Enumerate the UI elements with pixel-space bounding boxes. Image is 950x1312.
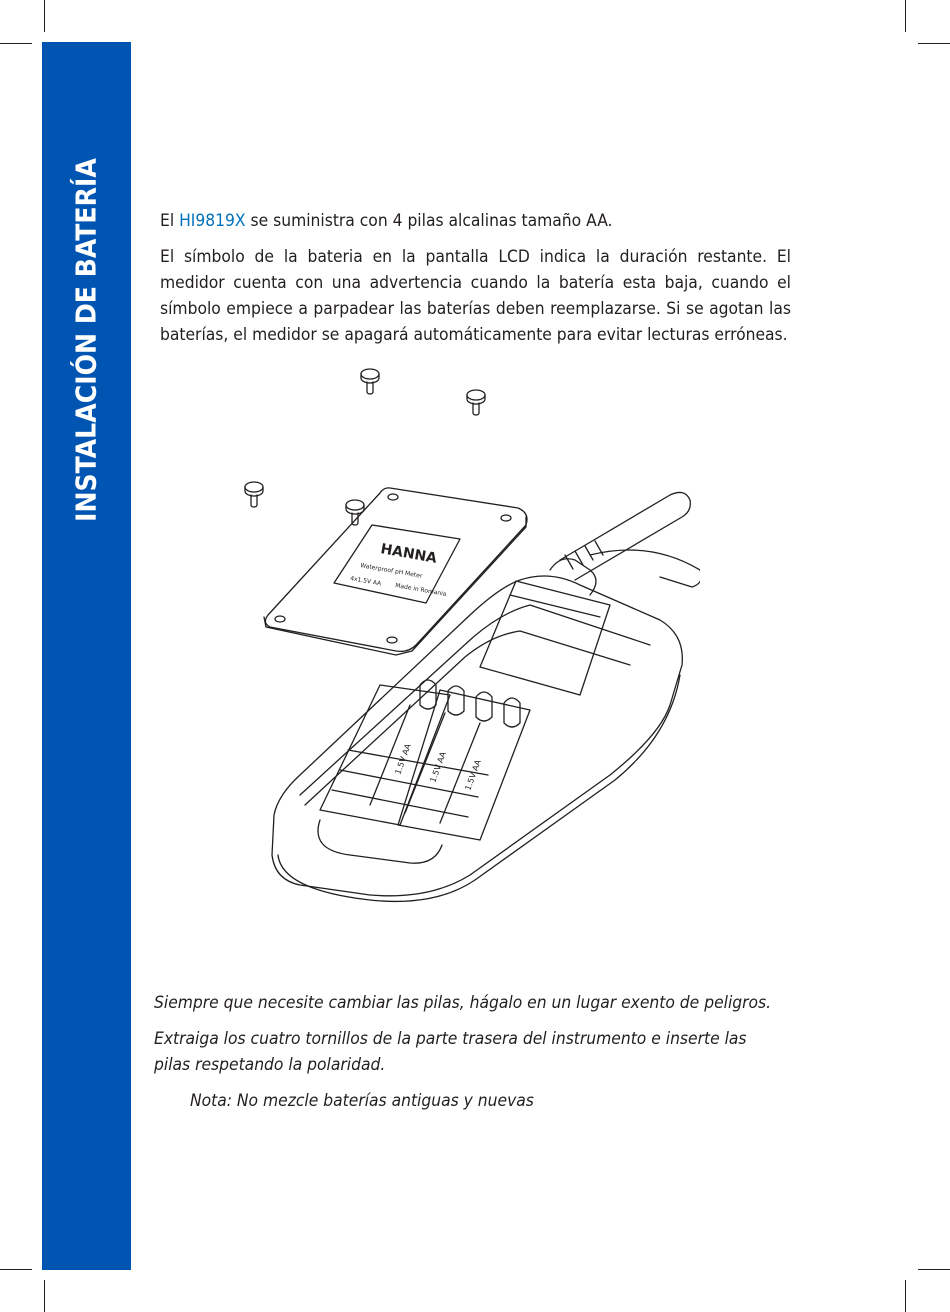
crop-mark — [918, 43, 950, 44]
intro-text — [160, 208, 791, 348]
crop-mark — [905, 1280, 906, 1312]
crop-mark — [0, 43, 32, 44]
label-model: Waterproof pH Meter — [359, 562, 423, 580]
crop-mark — [44, 0, 45, 32]
label-brand: HANNA — [379, 541, 439, 567]
label-origin: Made in Romania — [394, 582, 447, 598]
instruction-note: Nota: No mezcle baterías antiguas y nuevas — [190, 1091, 534, 1111]
instructions — [154, 990, 774, 1114]
intro-paragraph-2: El símbolo de la bateria en la pantalla LCD indica la duración restante. El medidor cuenta con una advertencia cuando la batería esta baja, cuando el símbolo empiece a parpadear las baterías deben reemplazarse. Si se agotan las baterías, el medidor se apagará automáticamente para evitar lecturas erróneas. — [160, 247, 791, 345]
crop-mark — [918, 1269, 950, 1270]
screw-icon — [467, 390, 485, 415]
intro-suffix: se suministra con 4 pilas alcalinas tamaño AA. — [250, 211, 613, 231]
battery-label: 1.5V AA — [463, 758, 483, 792]
battery-installation-illustration — [230, 355, 700, 915]
model-name: HI9819X — [179, 211, 246, 231]
intro-paragraph-1 — [160, 208, 791, 234]
screw-icon — [361, 369, 379, 394]
intro-prefix: El — [160, 211, 175, 231]
battery-label: 1.5V AA — [428, 750, 448, 784]
label-battery: 4x1.5V AA — [349, 575, 382, 588]
crop-mark — [905, 0, 906, 32]
meter-body — [272, 492, 700, 901]
instruction-paragraph-1: Siempre que necesite cambiar las pilas, hágalo en un lugar exento de peligros. — [154, 993, 772, 1013]
crop-mark — [44, 1280, 45, 1312]
section-title: INSTALACIÓN DE BATERÍA — [69, 158, 103, 522]
screw-icon — [245, 482, 263, 507]
battery-label: 1.5V AA — [393, 742, 413, 776]
crop-mark — [0, 1269, 32, 1270]
instruction-paragraph-2: Extraiga los cuatro tornillos de la parte trasera del instrumento e inserte las pilas respetando la polaridad. — [154, 1029, 747, 1075]
